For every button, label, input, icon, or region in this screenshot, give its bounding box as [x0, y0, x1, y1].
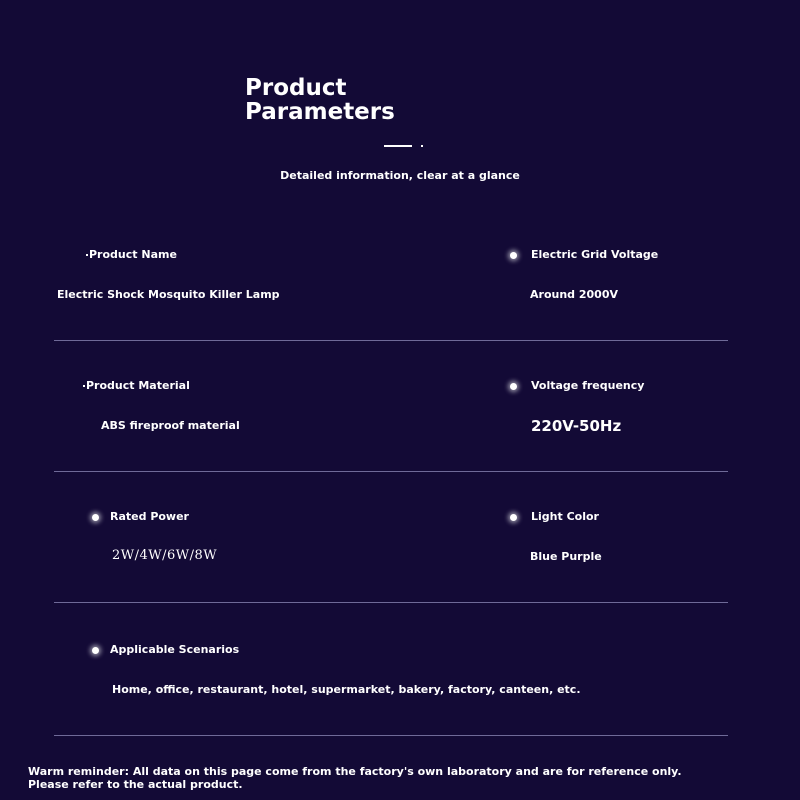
page-subtitle: Detailed information, clear at a glance	[280, 169, 520, 182]
bullet-dot-icon	[510, 252, 517, 259]
voltage-frequency-label: Voltage frequency	[531, 379, 645, 392]
product-name-label: Product Name	[89, 248, 177, 261]
row-divider	[54, 340, 728, 341]
bullet-dot-icon	[92, 647, 99, 654]
rated-power-label: Rated Power	[110, 510, 189, 523]
applicable-scenarios-value: Home, office, restaurant, hotel, supermarket, bakery, factory, canteen, etc.	[112, 683, 581, 696]
page-title-line2: Parameters	[245, 99, 395, 125]
bullet-dot-icon	[510, 383, 517, 390]
page-title-line1: Product	[245, 75, 347, 101]
product-material-value: ABS fireproof material	[101, 419, 240, 432]
title-underline-dot	[421, 145, 423, 147]
warm-reminder-line1: Warm reminder: All data on this page come from the factory's own laboratory and are for reference only.	[28, 765, 682, 778]
applicable-scenarios-label: Applicable Scenarios	[110, 643, 240, 656]
rated-power-value: 2W/4W/6W/8W	[112, 548, 218, 563]
light-color-label: Light Color	[531, 510, 599, 523]
bullet-dot-icon	[83, 385, 85, 387]
product-material-label: Product Material	[86, 379, 190, 392]
light-color-value: Blue Purple	[530, 550, 602, 563]
bullet-dot-icon	[86, 254, 88, 256]
voltage-frequency-value: 220V-50Hz	[531, 417, 622, 435]
title-underline	[384, 145, 412, 147]
page-title	[245, 76, 495, 124]
product-name-value: Electric Shock Mosquito Killer Lamp	[57, 288, 280, 301]
row-divider	[54, 602, 728, 603]
bullet-dot-icon	[510, 514, 517, 521]
grid-voltage-label: Electric Grid Voltage	[531, 248, 659, 261]
row-divider	[54, 735, 728, 736]
grid-voltage-value: Around 2000V	[530, 288, 618, 301]
bullet-dot-icon	[92, 514, 99, 521]
warm-reminder-line2: Please refer to the actual product.	[28, 778, 243, 791]
row-divider	[54, 471, 728, 472]
warm-reminder	[28, 765, 788, 791]
